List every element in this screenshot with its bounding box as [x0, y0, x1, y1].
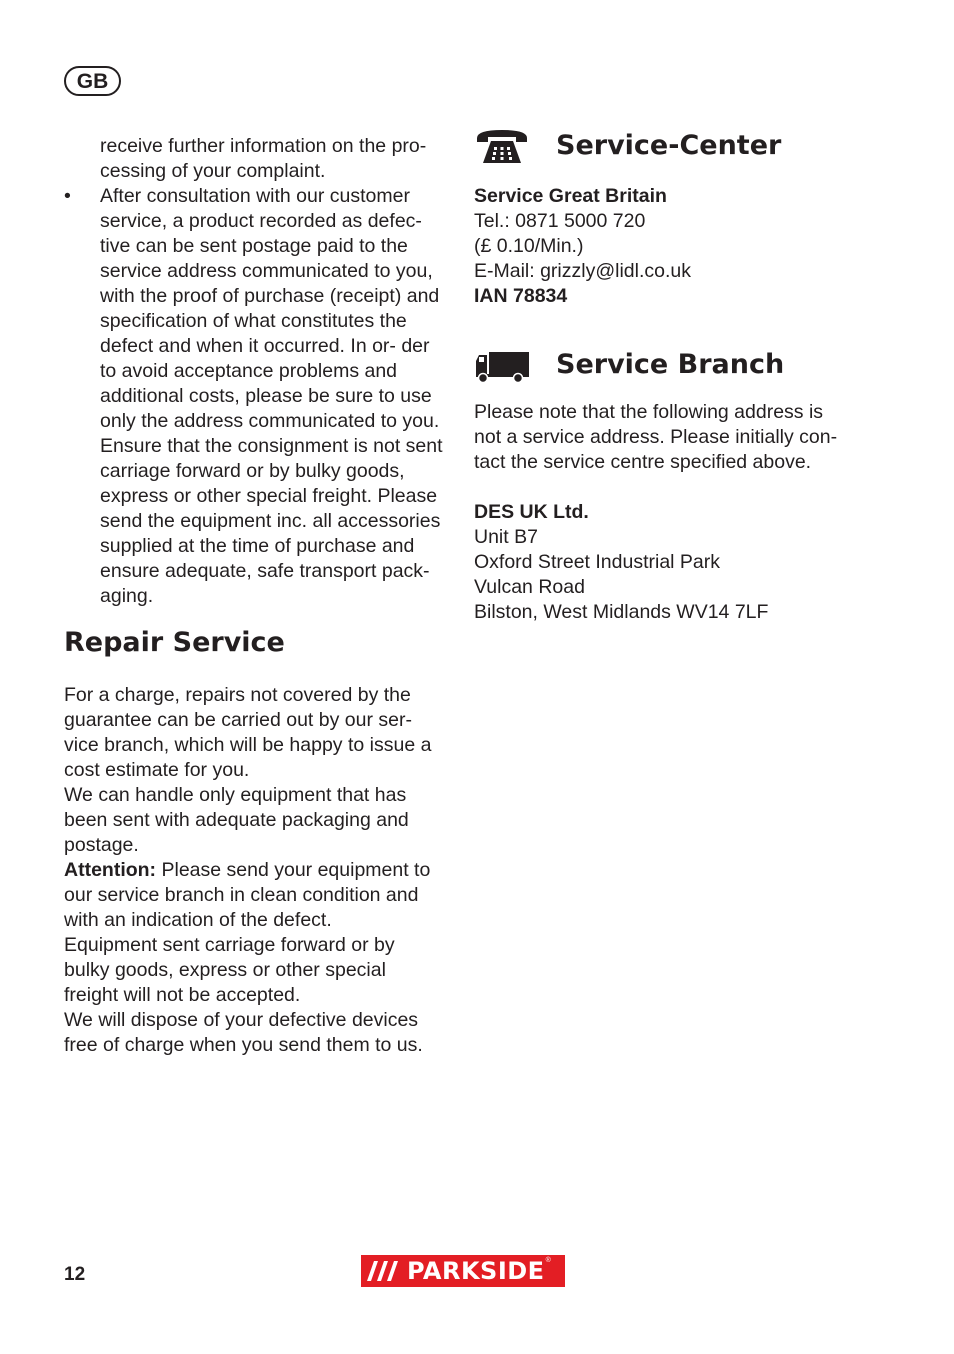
- phone-number: Tel.: 0871 5000 720: [474, 210, 646, 232]
- repair-paragraph: For a charge, repairs not covered by the guarantee can be carried out by our ser- vice branch, which will be happy to issue a cost estimate for you.: [64, 684, 432, 781]
- address-line: Oxford Street Industrial Park: [474, 551, 721, 573]
- truck-icon: [474, 345, 530, 385]
- service-branch-header: [474, 343, 874, 387]
- bullet-icon: •: [64, 185, 71, 207]
- service-center-header: [474, 124, 874, 168]
- page-number: 12: [64, 1264, 86, 1285]
- service-name: Service Great Britain: [474, 185, 667, 207]
- ian-number: IAN 78834: [474, 285, 568, 307]
- email-address: E-Mail: grizzly@lidl.co.uk: [474, 260, 692, 282]
- attention-text: Please send your equipment to our service branch in clean condition and with an indication of the defect.: [64, 859, 431, 931]
- bullet-text: After consultation with our customer service, a product recorded as defec- tive can be sent postage paid to the service address communicated to you, with the proof of purchase (receipt) and specification of what constitutes the defect and when it occurred. In or- der to avoid acceptance problems and additional costs, please be sure to use only the address communicated to you. Ensure that the consignment is not sent carriage forward or by bulky goods, express or other special freight. Please send the equipment inc. all accessories supplied at the time of purchase and ensure adequate, safe transport pack- aging.: [100, 185, 443, 607]
- repair-service-heading: Repair Service: [64, 627, 285, 658]
- service-center-heading: Service-Center: [556, 130, 782, 161]
- branch-note: Please note that the following address is not a service address. Please initially con- tact the service centre specified above.: [474, 401, 838, 473]
- right-column: [474, 124, 874, 625]
- attention-paragraph: [64, 858, 439, 933]
- list-item: [64, 184, 448, 609]
- attention-label: Attention:: [64, 859, 157, 881]
- repair-paragraph: We will dispose of your defective devices free of charge when you send them to us.: [64, 1009, 423, 1056]
- company-name: DES UK Ltd.: [474, 501, 589, 523]
- telephone-icon: [474, 126, 530, 166]
- address-line: Vulcan Road: [474, 576, 585, 598]
- language-badge: GB: [64, 66, 121, 96]
- service-branch-heading: Service Branch: [556, 349, 785, 380]
- repair-paragraph: Equipment sent carriage forward or by bulky goods, express or other special freight will not be accepted.: [64, 934, 395, 1006]
- left-column: [64, 134, 448, 1058]
- continuation-text: receive further information on the pro- cessing of your complaint.: [100, 135, 427, 182]
- stripes-icon: [365, 1255, 403, 1287]
- address-line: Bilston, West Midlands WV14 7LF: [474, 601, 769, 623]
- address-line: Unit B7: [474, 526, 538, 548]
- logo-text: PARKSIDE: [407, 1257, 545, 1285]
- call-rate: (£ 0.10/Min.): [474, 235, 584, 257]
- repair-paragraph: We can handle only equipment that has been sent with adequate packaging and postage.: [64, 784, 409, 856]
- registered-mark: ®: [545, 1257, 551, 1264]
- parkside-logo: [361, 1255, 565, 1287]
